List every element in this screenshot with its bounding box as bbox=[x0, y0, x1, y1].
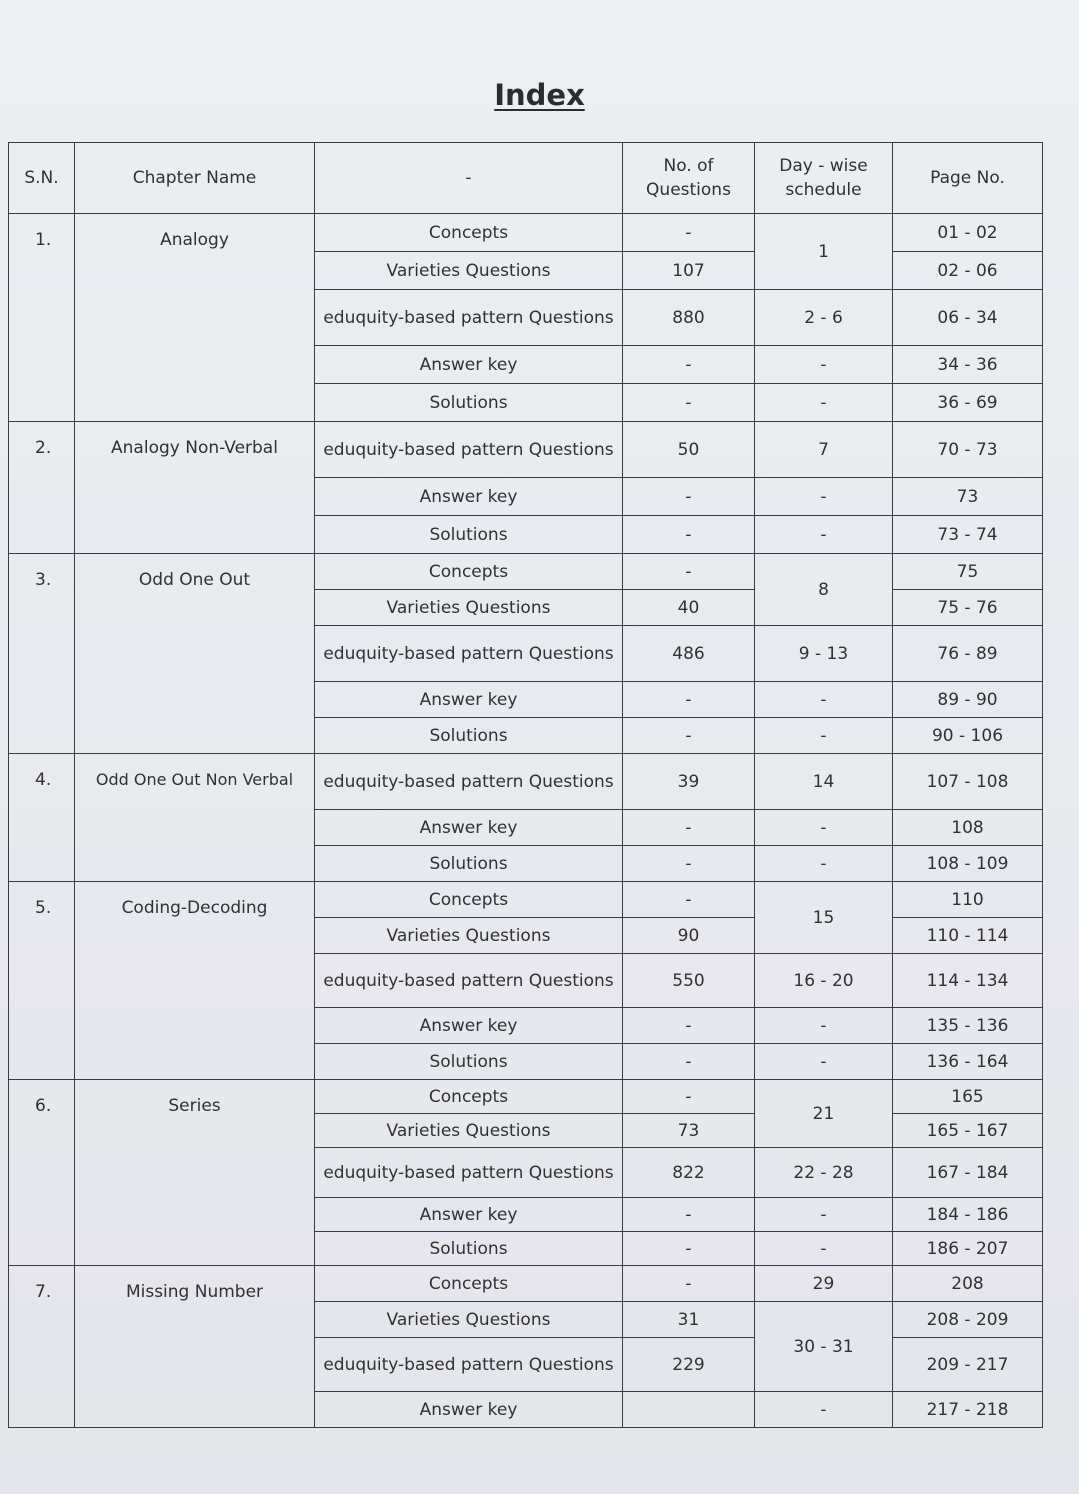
page-range: 114 - 134 bbox=[893, 954, 1043, 1008]
questions-count: - bbox=[623, 1080, 755, 1114]
chapter-sn: 4. bbox=[9, 754, 75, 882]
section-name: Varieties Questions bbox=[315, 918, 623, 954]
questions-count: - bbox=[623, 682, 755, 718]
page-range: 165 - 167 bbox=[893, 1114, 1043, 1148]
day-schedule: 30 - 31 bbox=[755, 1302, 893, 1392]
page-range: 70 - 73 bbox=[893, 422, 1043, 478]
section-name: Answer key bbox=[315, 1392, 623, 1428]
questions-count: 486 bbox=[623, 626, 755, 682]
day-schedule: - bbox=[755, 478, 893, 516]
chapter-name: Odd One Out Non Verbal bbox=[75, 754, 315, 882]
questions-count: - bbox=[623, 1008, 755, 1044]
page-range: 217 - 218 bbox=[893, 1392, 1043, 1428]
index-table bbox=[8, 142, 1043, 1428]
header-day-schedule: Day - wise schedule bbox=[755, 143, 893, 214]
page-title: Index bbox=[494, 78, 585, 112]
day-schedule: 14 bbox=[755, 754, 893, 810]
questions-count: - bbox=[623, 516, 755, 554]
section-name: Answer key bbox=[315, 1198, 623, 1232]
page-range: 89 - 90 bbox=[893, 682, 1043, 718]
questions-count: - bbox=[623, 384, 755, 422]
day-schedule: - bbox=[755, 1392, 893, 1428]
questions-count: - bbox=[623, 1232, 755, 1266]
day-schedule: - bbox=[755, 718, 893, 754]
page-range: 36 - 69 bbox=[893, 384, 1043, 422]
header-sn: S.N. bbox=[9, 143, 75, 214]
chapter-sn: 2. bbox=[9, 422, 75, 554]
day-schedule: 16 - 20 bbox=[755, 954, 893, 1008]
questions-count: 822 bbox=[623, 1148, 755, 1198]
table-row bbox=[9, 1266, 1043, 1302]
page-range: 90 - 106 bbox=[893, 718, 1043, 754]
page-range: 184 - 186 bbox=[893, 1198, 1043, 1232]
day-schedule: - bbox=[755, 846, 893, 882]
day-schedule: 22 - 28 bbox=[755, 1148, 893, 1198]
page-range: 208 bbox=[893, 1266, 1043, 1302]
questions-count bbox=[623, 1392, 755, 1428]
table-row bbox=[9, 1080, 1043, 1114]
page-range: 167 - 184 bbox=[893, 1148, 1043, 1198]
day-schedule: 8 bbox=[755, 554, 893, 626]
section-name: Solutions bbox=[315, 516, 623, 554]
questions-count: 90 bbox=[623, 918, 755, 954]
day-schedule: - bbox=[755, 1198, 893, 1232]
header-chapter-name: Chapter Name bbox=[75, 143, 315, 214]
table-row bbox=[9, 214, 1043, 252]
section-name: Answer key bbox=[315, 810, 623, 846]
questions-count: - bbox=[623, 810, 755, 846]
page-range: 208 - 209 bbox=[893, 1302, 1043, 1338]
day-schedule: - bbox=[755, 384, 893, 422]
questions-count: 229 bbox=[623, 1338, 755, 1392]
day-schedule: 15 bbox=[755, 882, 893, 954]
chapter-sn: 7. bbox=[9, 1266, 75, 1428]
page-range: 107 - 108 bbox=[893, 754, 1043, 810]
table-row bbox=[9, 754, 1043, 810]
section-name: eduquity-based pattern Questions bbox=[315, 1148, 623, 1198]
day-schedule: - bbox=[755, 516, 893, 554]
questions-count: - bbox=[623, 882, 755, 918]
section-name: Solutions bbox=[315, 1044, 623, 1080]
page-range: 02 - 06 bbox=[893, 252, 1043, 290]
questions-count: - bbox=[623, 1266, 755, 1302]
day-schedule: - bbox=[755, 1008, 893, 1044]
questions-count: - bbox=[623, 718, 755, 754]
section-name: eduquity-based pattern Questions bbox=[315, 754, 623, 810]
section-name: Answer key bbox=[315, 346, 623, 384]
section-name: Solutions bbox=[315, 846, 623, 882]
day-schedule: - bbox=[755, 682, 893, 718]
chapter-name: Series bbox=[75, 1080, 315, 1266]
page-range: 186 - 207 bbox=[893, 1232, 1043, 1266]
day-schedule: - bbox=[755, 346, 893, 384]
section-name: eduquity-based pattern Questions bbox=[315, 626, 623, 682]
questions-count: - bbox=[623, 478, 755, 516]
page-range: 75 - 76 bbox=[893, 590, 1043, 626]
questions-count: - bbox=[623, 846, 755, 882]
page-range: 110 bbox=[893, 882, 1043, 918]
section-name: Varieties Questions bbox=[315, 252, 623, 290]
table-row bbox=[9, 422, 1043, 478]
section-name: Varieties Questions bbox=[315, 590, 623, 626]
questions-count: 107 bbox=[623, 252, 755, 290]
questions-count: - bbox=[623, 1044, 755, 1080]
chapter-sn: 6. bbox=[9, 1080, 75, 1266]
section-name: Varieties Questions bbox=[315, 1302, 623, 1338]
page-range: 75 bbox=[893, 554, 1043, 590]
section-name: Answer key bbox=[315, 1008, 623, 1044]
day-schedule: 21 bbox=[755, 1080, 893, 1148]
questions-count: 50 bbox=[623, 422, 755, 478]
page-range: 73 - 74 bbox=[893, 516, 1043, 554]
chapter-name: Missing Number bbox=[75, 1266, 315, 1428]
section-name: Solutions bbox=[315, 718, 623, 754]
day-schedule: 2 - 6 bbox=[755, 290, 893, 346]
day-schedule: - bbox=[755, 810, 893, 846]
questions-count: 550 bbox=[623, 954, 755, 1008]
table-row bbox=[9, 882, 1043, 918]
chapter-sn: 3. bbox=[9, 554, 75, 754]
chapter-name: Coding-Decoding bbox=[75, 882, 315, 1080]
section-name: eduquity-based pattern Questions bbox=[315, 422, 623, 478]
header-page-no: Page No. bbox=[893, 143, 1043, 214]
header-section: - bbox=[315, 143, 623, 214]
chapter-sn: 5. bbox=[9, 882, 75, 1080]
day-schedule: - bbox=[755, 1044, 893, 1080]
page-range: 108 - 109 bbox=[893, 846, 1043, 882]
questions-count: - bbox=[623, 214, 755, 252]
chapter-sn: 1. bbox=[9, 214, 75, 422]
questions-count: - bbox=[623, 346, 755, 384]
questions-count: 31 bbox=[623, 1302, 755, 1338]
page-range: 209 - 217 bbox=[893, 1338, 1043, 1392]
section-name: Concepts bbox=[315, 214, 623, 252]
questions-count: 39 bbox=[623, 754, 755, 810]
chapter-name: Analogy bbox=[75, 214, 315, 422]
questions-count: 880 bbox=[623, 290, 755, 346]
questions-count: 40 bbox=[623, 590, 755, 626]
section-name: Answer key bbox=[315, 478, 623, 516]
chapter-name: Odd One Out bbox=[75, 554, 315, 754]
page-range: 136 - 164 bbox=[893, 1044, 1043, 1080]
day-schedule: - bbox=[755, 1232, 893, 1266]
page-range: 108 bbox=[893, 810, 1043, 846]
day-schedule: 29 bbox=[755, 1266, 893, 1302]
page-range: 73 bbox=[893, 478, 1043, 516]
section-name: Varieties Questions bbox=[315, 1114, 623, 1148]
section-name: Concepts bbox=[315, 1080, 623, 1114]
section-name: eduquity-based pattern Questions bbox=[315, 290, 623, 346]
page-range: 76 - 89 bbox=[893, 626, 1043, 682]
page-range: 135 - 136 bbox=[893, 1008, 1043, 1044]
page-range: 110 - 114 bbox=[893, 918, 1043, 954]
page-range: 06 - 34 bbox=[893, 290, 1043, 346]
section-name: eduquity-based pattern Questions bbox=[315, 1338, 623, 1392]
section-name: Concepts bbox=[315, 1266, 623, 1302]
section-name: Concepts bbox=[315, 882, 623, 918]
section-name: Concepts bbox=[315, 554, 623, 590]
header-row bbox=[9, 143, 1043, 214]
table-row bbox=[9, 554, 1043, 590]
questions-count: 73 bbox=[623, 1114, 755, 1148]
questions-count: - bbox=[623, 554, 755, 590]
page-range: 165 bbox=[893, 1080, 1043, 1114]
section-name: Answer key bbox=[315, 682, 623, 718]
day-schedule: 1 bbox=[755, 214, 893, 290]
header-questions: No. of Questions bbox=[623, 143, 755, 214]
chapter-name: Analogy Non-Verbal bbox=[75, 422, 315, 554]
page-range: 01 - 02 bbox=[893, 214, 1043, 252]
day-schedule: 9 - 13 bbox=[755, 626, 893, 682]
section-name: Solutions bbox=[315, 1232, 623, 1266]
day-schedule: 7 bbox=[755, 422, 893, 478]
section-name: eduquity-based pattern Questions bbox=[315, 954, 623, 1008]
questions-count: - bbox=[623, 1198, 755, 1232]
section-name: Solutions bbox=[315, 384, 623, 422]
page-range: 34 - 36 bbox=[893, 346, 1043, 384]
